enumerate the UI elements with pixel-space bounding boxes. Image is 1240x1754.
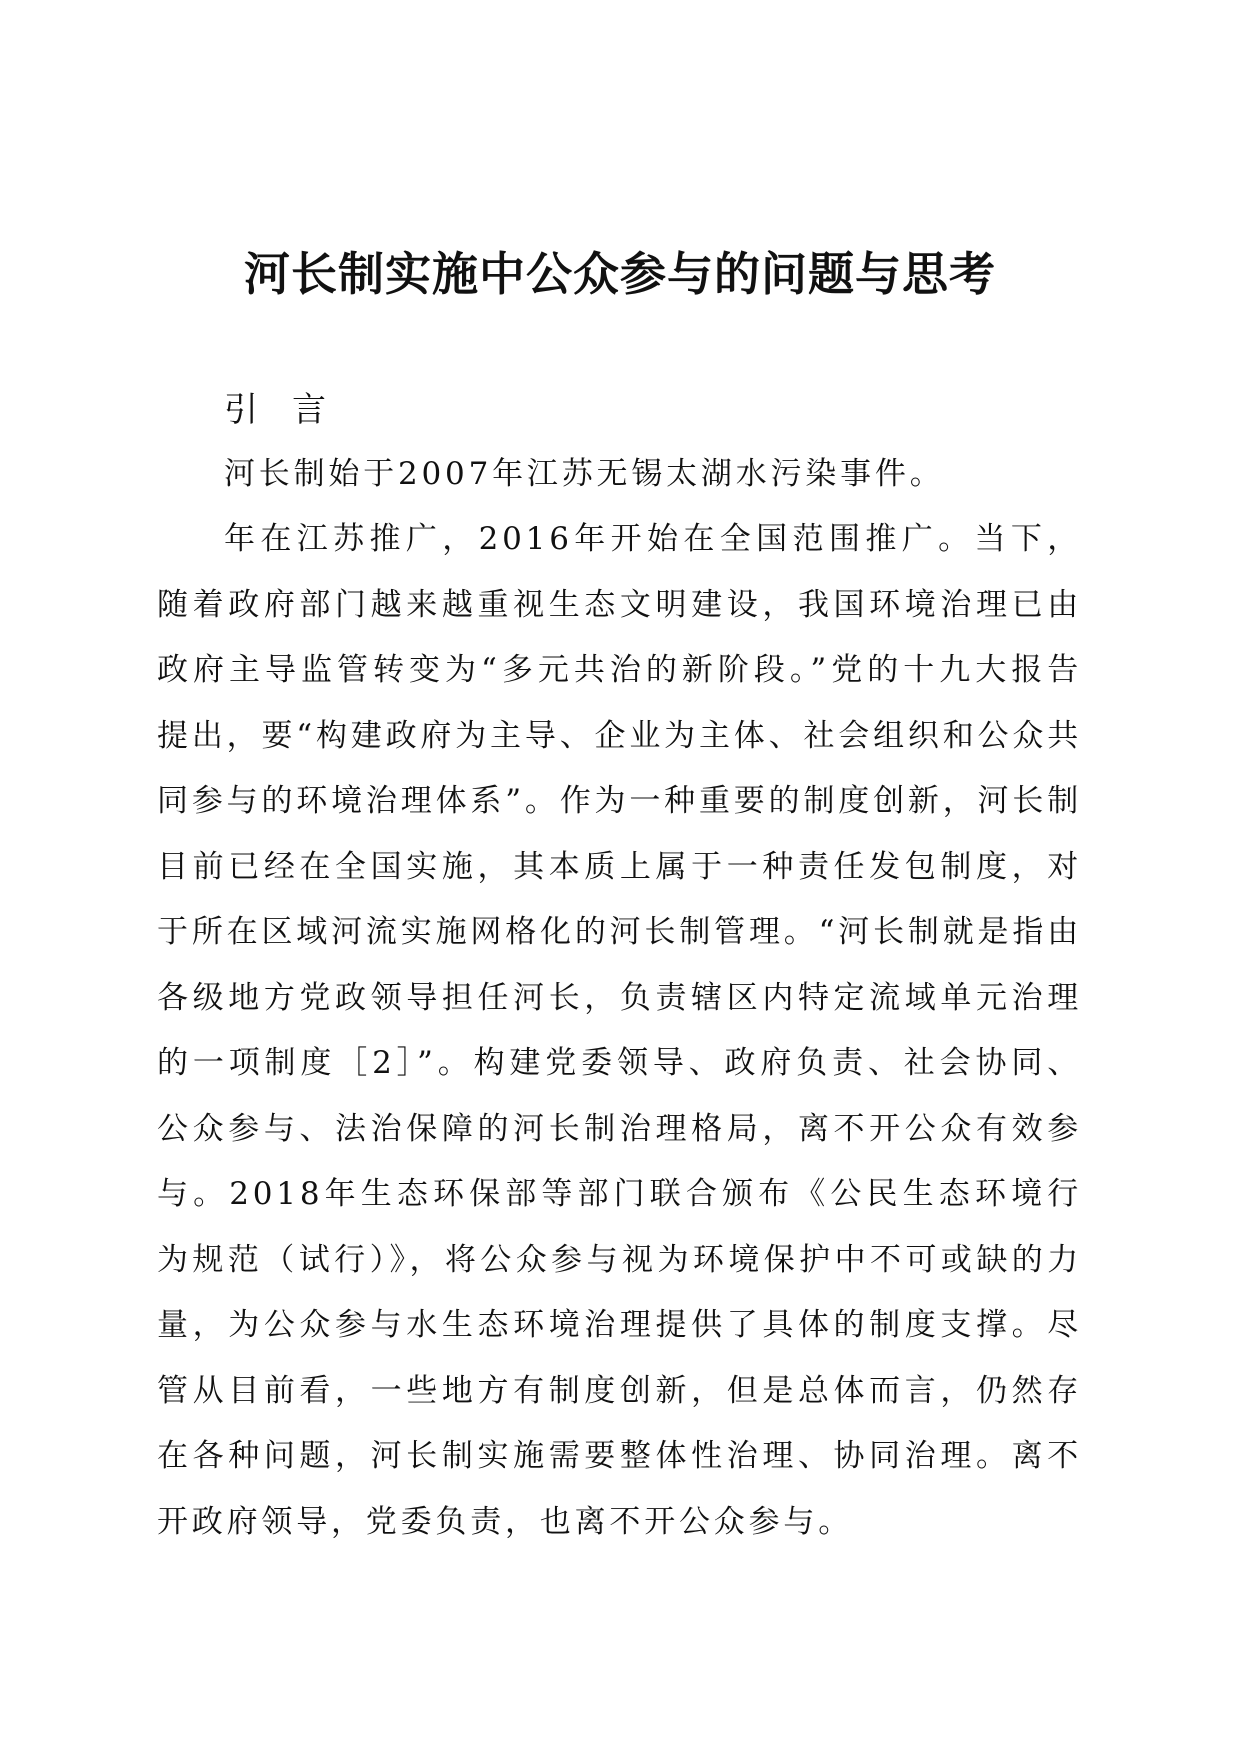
section-heading-char: 言	[292, 390, 326, 430]
section-heading-char: 引	[224, 390, 258, 430]
paragraph-2: 年在江苏推广，2016年开始在全国范围推广。当下，随着政府部门越来越重视生态文明建设，我国环境治理已由政府主导监管转变为“多元共治的新阶段。”党的十九大报告提出，要“构建政府为主导、企业为主体、社会组织和公众共同参与的环境治理体系”。作为一种重要的制度创新，河长制目前已经在全国实施，其本质上属于一种责任发包制度，对于所在区域河流实施网格化的河长制管理。“河长制就是指由各级地方党政领导担任河长，负责辖区内特定流域单元治理的一项制度［2］”。构建党委领导、政府负责、社会协同、公众参与、法治保障的河长制治理格局，离不开公众有效参与。2018年生态环保部等部门联合颁布《公民生态环境行为规范（试行）》，将公众参与视为环境保护中不可或缺的力量，为公众参与水生态环境治理提供了具体的制度支撑。尽管从目前看，一些地方有制度创新，但是总体而言，仍然存在各种问题，河长制实施需要整体性治理、协同治理。离不开政府领导，党委负责，也离不开公众参与。	[157, 521, 1082, 1540]
paragraph-1: 河长制始于2007年江苏无锡太湖水污染事件。	[224, 456, 945, 492]
document-title: 河长制实施中公众参与的问题与思考	[244, 247, 996, 301]
section-heading-introduction	[224, 387, 326, 433]
